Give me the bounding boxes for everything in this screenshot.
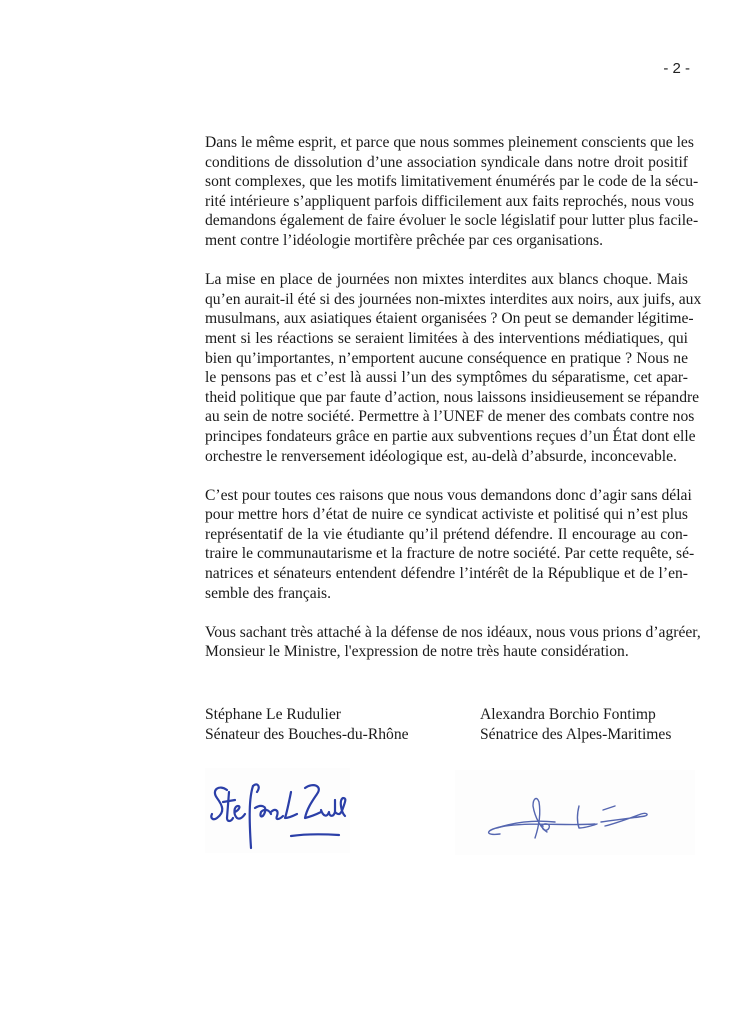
paragraph — [205, 623, 701, 662]
text-line: La mise en place de journées non mixtes interdites aux blancs choque. Mais — [205, 271, 688, 289]
text-line: rité intérieure s’appliquent parfois difficilement aux faits reprochés, nous vous — [205, 192, 695, 210]
text-line: conditions de dissolution d’une association syndicale dans notre droit positif — [205, 153, 688, 171]
letter-body — [205, 133, 702, 682]
text-line: pour mettre hors d’état de nuire ce syndicat activiste et politisé qui n’est plus — [205, 506, 688, 524]
text-line: ment contre l’idéologie mortifère prêchée par ces organisations. — [205, 231, 604, 249]
text-line: Dans le même esprit, et parce que nous sommes pleinement conscients que les — [205, 134, 694, 151]
text-line: bien qu’importantes, n’emportent aucune conséquence en pratique ? Nous ne — [205, 349, 688, 367]
text-line: semble des français. — [205, 584, 331, 602]
text-line: qu’en aurait-il été si des journées non-mixtes interdites aux noirs, aux juifs, aux — [205, 290, 702, 308]
text-line: demandons également de faire évoluer le socle législatif pour lutter plus facile- — [205, 212, 699, 230]
text-line: Monsieur le Ministre, l'expression de notre très haute considération. — [205, 643, 629, 661]
text-line: ment si les réactions se seraient limitées à des interventions médiatiques, qui — [205, 329, 688, 347]
signatory-left — [205, 705, 409, 744]
text-line: C’est pour toutes ces raisons que nous vous demandons donc d’agir sans délai — [205, 486, 692, 504]
paragraph — [205, 486, 695, 604]
signatory-title: Sénatrice des Alpes-Maritimes — [480, 725, 672, 743]
signature-borchio-fontimp-icon — [455, 770, 695, 855]
text-line: musulmans, aux asiatiques étaient organisées ? On peut se demander légitime- — [205, 310, 694, 328]
signatory-name: Stéphane Le Rudulier — [205, 706, 341, 723]
signatory-right — [480, 705, 671, 744]
signatory-title: Sénateur des Bouches-du-Rhône — [205, 725, 409, 743]
text-line: sont complexes, que les motifs limitativement énumérés par le code de la sécu- — [205, 173, 699, 191]
page-number: - 2 - — [663, 60, 690, 77]
text-line: le pensons pas et c’est là aussi l’un des symptômes du séparatisme, cet apar- — [205, 369, 688, 387]
text-line: traire le communautarisme et la fracture de notre société. Par cette requête, sé- — [205, 545, 695, 563]
text-line: Vous sachant très attaché à la défense de nos idéaux, nous vous prions d’agréer, — [205, 623, 701, 641]
text-line: représentatif de la vie étudiante qu’il prétend défendre. Il encourage au con- — [205, 525, 688, 543]
text-line: theid politique que par faute d’action, nous laissons insidieusement se répandre — [205, 388, 700, 406]
signatory-name: Alexandra Borchio Fontimp — [480, 706, 656, 723]
text-line: orchestre le renversement idéologique est, au-delà d’absurde, inconcevable. — [205, 447, 677, 465]
text-line: au sein de notre société. Permettre à l’UNEF de mener des combats contre nos — [205, 408, 695, 426]
signature-le-rudulier-icon — [205, 768, 350, 853]
paragraph — [205, 270, 702, 466]
text-line: principes fondateurs grâce en partie aux subventions reçues d’un État dont elle — [205, 427, 696, 445]
text-line: natrices et sénateurs entendent défendre l’intérêt de la République et de l’en- — [205, 565, 688, 583]
paragraph — [205, 133, 699, 251]
